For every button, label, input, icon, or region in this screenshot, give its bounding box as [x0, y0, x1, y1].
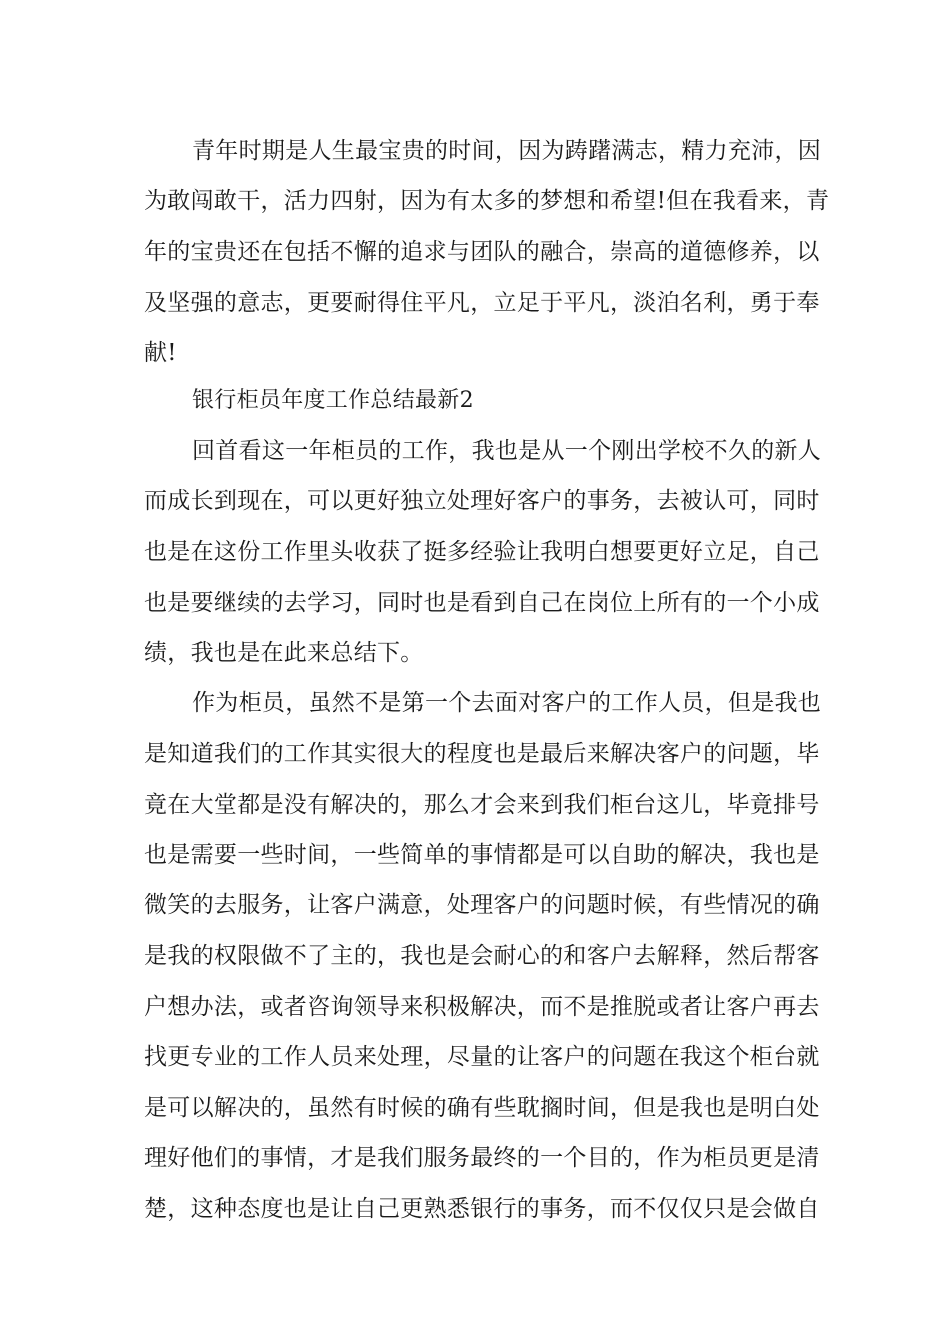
paragraph-3-line-7: 户想办法，或者咨询领导来积极解决，而不是推脱或者让客户再去: [144, 994, 820, 1020]
paragraph-3-line-8: 找更专业的工作人员来处理，尽量的让客户的问题在我这个柜台就: [144, 1044, 820, 1070]
paragraph-1-line-1: 青年时期是人生最宝贵的时间，因为踌躇满志，精力充沛，因: [192, 138, 822, 164]
section-heading: 银行柜员年度工作总结最新2: [192, 388, 474, 413]
paragraph-3-line-1: 作为柜员，虽然不是第一个去面对客户的工作人员，但是我也: [192, 690, 822, 716]
paragraph-1-line-4: 及坚强的意志，更要耐得住平凡，立足于平凡，淡泊名利，勇于奉: [144, 290, 820, 316]
paragraph-2-line-4: 也是要继续的去学习，同时也是看到自己在岗位上所有的一个小成: [144, 590, 820, 616]
paragraph-3-line-5: 微笑的去服务，让客户满意，处理客户的问题时候，有些情况的确: [144, 892, 820, 918]
paragraph-3-line-3: 竟在大堂都是没有解决的，那么才会来到我们柜台这儿，毕竟排号: [144, 792, 820, 818]
paragraph-3-line-6: 是我的权限做不了主的，我也是会耐心的和客户去解释，然后帮客: [144, 943, 820, 969]
paragraph-1-line-3: 年的宝贵还在包括不懈的追求与团队的融合，崇高的道德修养，以: [144, 239, 820, 265]
paragraph-1-line-2: 为敢闯敢干，活力四射，因为有太多的梦想和希望!但在我看来，青: [144, 188, 830, 214]
paragraph-3-line-9: 是可以解决的，虽然有时候的确有些耽搁时间，但是我也是明白处: [144, 1095, 820, 1121]
paragraph-2-line-1: 回首看这一年柜员的工作，我也是从一个刚出学校不久的新人: [192, 438, 822, 464]
paragraph-3-line-2: 是知道我们的工作其实很大的程度也是最后来解决客户的问题，毕: [144, 741, 820, 767]
paragraph-1-line-5: 献!: [144, 340, 177, 366]
paragraph-3-line-4: 也是需要一些时间，一些简单的事情都是可以自助的解决，我也是: [144, 842, 820, 868]
paragraph-2-line-2: 而成长到现在，可以更好独立处理好客户的事务，去被认可，同时: [144, 488, 820, 514]
paragraph-2-line-5: 绩，我也是在此来总结下。: [144, 640, 424, 666]
paragraph-2-line-3: 也是在这份工作里头收获了挺多经验让我明白想要更好立足，自己: [144, 539, 820, 565]
paragraph-3-line-11: 楚，这种态度也是让自己更熟悉银行的事务，而不仅仅只是会做自: [144, 1196, 820, 1222]
paragraph-3-line-10: 理好他们的事情，才是我们服务最终的一个目的，作为柜员更是清: [144, 1145, 820, 1171]
